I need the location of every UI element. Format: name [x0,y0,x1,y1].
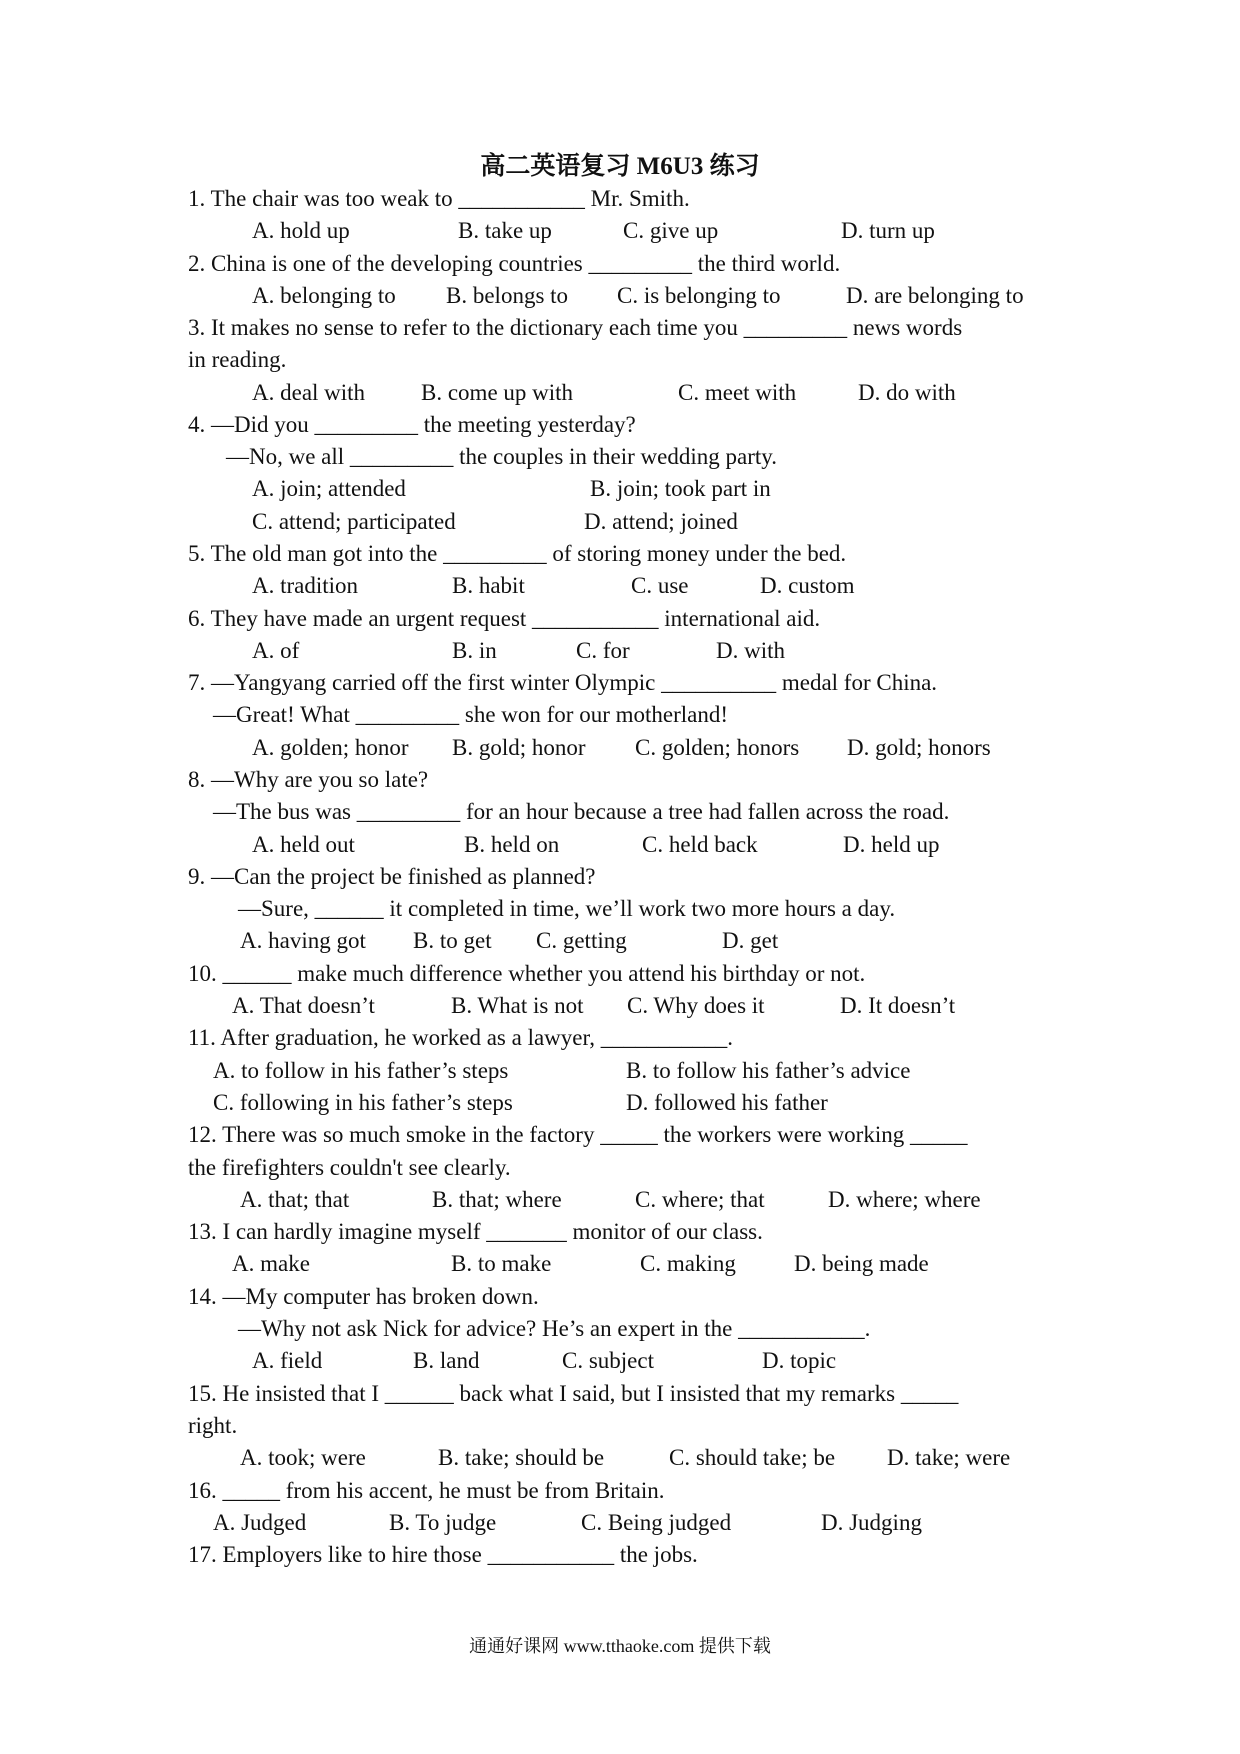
text-line [0,1215,1240,1249]
question-text: 13. I can hardly imagine myself _______ monitor of our class. [188,1219,763,1244]
answer-option: A. that; that [240,1187,350,1212]
text-line [0,505,1240,539]
question-text: 7. —Yangyang carried off the first winter Olympic __________ medal for China. [188,670,938,695]
text-line [0,182,1240,216]
answer-option: A. tradition [252,573,359,598]
text-line [0,1377,1240,1411]
answer-option: B. to make [451,1251,552,1276]
answer-option: B. take; should be [438,1445,605,1470]
question-text: —Why not ask Nick for advice? He’s an expert in the ___________. [238,1316,871,1341]
answer-option: A. That doesn’t [232,993,375,1018]
question-text: —The bus was _________ for an hour because a tree had fallen across the road. [213,799,950,824]
answer-option: C. give up [623,218,719,243]
text-line [0,408,1240,442]
question-text: 14. —My computer has broken down. [188,1284,539,1309]
page-title: 高二英语复习 M6U3 练习 [480,153,760,180]
text-line [0,1247,1240,1281]
text-line [0,440,1240,474]
answer-option: D. turn up [841,218,935,243]
text-line [0,279,1240,313]
text-line [0,989,1240,1023]
answer-option: D. attend; joined [584,509,738,534]
text-line [0,731,1240,765]
answer-option: D. are belonging to [846,283,1024,308]
text-line [0,376,1240,410]
answer-option: A. join; attended [252,476,406,501]
answer-option: A. field [252,1348,323,1373]
question-text: —Great! What _________ she won for our motherland! [213,702,729,727]
text-line [0,1312,1240,1346]
answer-option: D. with [716,638,785,663]
question-text: the firefighters couldn't see clearly. [188,1155,511,1180]
question-text: 5. The old man got into the _________ of storing money under the bed. [188,541,847,566]
answer-option: D. gold; honors [847,735,991,760]
text-line [0,1183,1240,1217]
answer-option: A. took; were [240,1445,366,1470]
text-line [0,602,1240,636]
answer-option: C. Being judged [581,1510,732,1535]
answer-option: C. use [631,573,689,598]
text-line [0,1538,1240,1572]
answer-option: A. Judged [213,1510,307,1535]
text-line [0,1151,1240,1185]
question-text: 8. —Why are you so late? [188,767,429,792]
answer-option: B. held on [464,832,560,857]
text-line [0,1118,1240,1152]
answer-option: A. belonging to [252,283,396,308]
answer-option: C. for [576,638,630,663]
text-line [0,698,1240,732]
question-text: 3. It makes no sense to refer to the dictionary each time you _________ news words [188,315,963,340]
answer-option: D. Judging [821,1510,922,1535]
text-line [0,214,1240,248]
text-line [0,795,1240,829]
answer-option: A. hold up [252,218,350,243]
question-text: 4. —Did you _________ the meeting yesterday? [188,412,636,437]
answer-option: C. meet with [678,380,797,405]
page-footer: 通通好课网 www.tthaoke.com 提供下载 [469,1636,771,1656]
answer-option: C. is belonging to [617,283,781,308]
question-text: 1. The chair was too weak to ___________ Mr. Smith. [188,186,690,211]
answer-option: C. golden; honors [635,735,800,760]
answer-option: D. being made [794,1251,929,1276]
answer-option: A. make [232,1251,310,1276]
answer-option: D. followed his father [626,1090,828,1115]
answer-option: B. join; took part in [590,476,771,501]
answer-option: B. To judge [389,1510,497,1535]
text-line [0,343,1240,377]
text-line [0,1474,1240,1508]
answer-option: C. attend; participated [252,509,456,534]
text-line [0,537,1240,571]
answer-option: D. held up [843,832,940,857]
answer-option: D. It doesn’t [840,993,956,1018]
answer-option: A. to follow in his father’s steps [213,1058,509,1083]
answer-option: B. gold; honor [452,735,586,760]
answer-option: D. custom [760,573,855,598]
text-line [0,666,1240,700]
answer-option: C. held back [642,832,758,857]
answer-option: C. following in his father’s steps [213,1090,513,1115]
question-text: 16. _____ from his accent, he must be from Britain. [188,1478,665,1503]
text-line [0,860,1240,894]
text-line [0,924,1240,958]
question-text: 11. After graduation, he worked as a lawyer, ___________. [188,1025,733,1050]
answer-option: C. Why does it [627,993,765,1018]
answer-option: C. subject [562,1348,654,1373]
text-line [0,472,1240,506]
text-line [0,1441,1240,1475]
question-text: in reading. [188,347,287,372]
text-line [0,247,1240,281]
answer-option: A. having got [240,928,366,953]
answer-option: B. belongs to [446,283,569,308]
text-line [0,1506,1240,1540]
answer-option: D. where; where [828,1187,981,1212]
answer-option: A. deal with [252,380,366,405]
question-text: 6. They have made an urgent request ___________ international aid. [188,606,821,631]
question-text: —Sure, ______ it completed in time, we’ll work two more hours a day. [238,896,896,921]
answer-option: D. get [722,928,779,953]
answer-option: C. where; that [635,1187,765,1212]
answer-option: B. habit [452,573,525,598]
answer-option: A. of [252,638,300,663]
text-line [0,892,1240,926]
answer-option: D. take; were [887,1445,1011,1470]
answer-option: D. topic [762,1348,837,1373]
answer-option: C. should take; be [669,1445,836,1470]
answer-option: C. getting [536,928,627,953]
answer-option: B. to follow his father’s advice [626,1058,911,1083]
answer-option: A. golden; honor [252,735,409,760]
question-text: —No, we all _________ the couples in their wedding party. [226,444,778,469]
answer-option: B. take up [458,218,552,243]
answer-option: B. What is not [451,993,584,1018]
answer-option: B. to get [413,928,492,953]
text-line [0,957,1240,991]
text-line [0,1280,1240,1314]
question-text: 17. Employers like to hire those ___________ the jobs. [188,1542,698,1567]
question-text: 10. ______ make much difference whether you attend his birthday or not. [188,961,866,986]
question-text: right. [188,1413,238,1438]
text-line [0,763,1240,797]
text-line [0,1021,1240,1055]
text-line [0,828,1240,862]
question-text: 15. He insisted that I ______ back what I said, but I insisted that my remarks _____ [188,1381,959,1406]
question-text: 2. China is one of the developing countries _________ the third world. [188,251,841,276]
text-line [0,311,1240,345]
answer-option: D. do with [858,380,956,405]
text-line [0,1344,1240,1378]
question-text: 12. There was so much smoke in the factory _____ the workers were working _____ [188,1122,968,1147]
answer-option: B. that; where [432,1187,562,1212]
answer-option: C. making [640,1251,736,1276]
text-line [0,1054,1240,1088]
question-text: 9. —Can the project be finished as planned? [188,864,596,889]
answer-option: B. land [413,1348,480,1373]
answer-option: B. in [452,638,497,663]
text-line [0,1409,1240,1443]
answer-option: A. held out [252,832,355,857]
text-line [0,569,1240,603]
answer-option: B. come up with [421,380,574,405]
text-line [0,634,1240,668]
text-line [0,1086,1240,1120]
